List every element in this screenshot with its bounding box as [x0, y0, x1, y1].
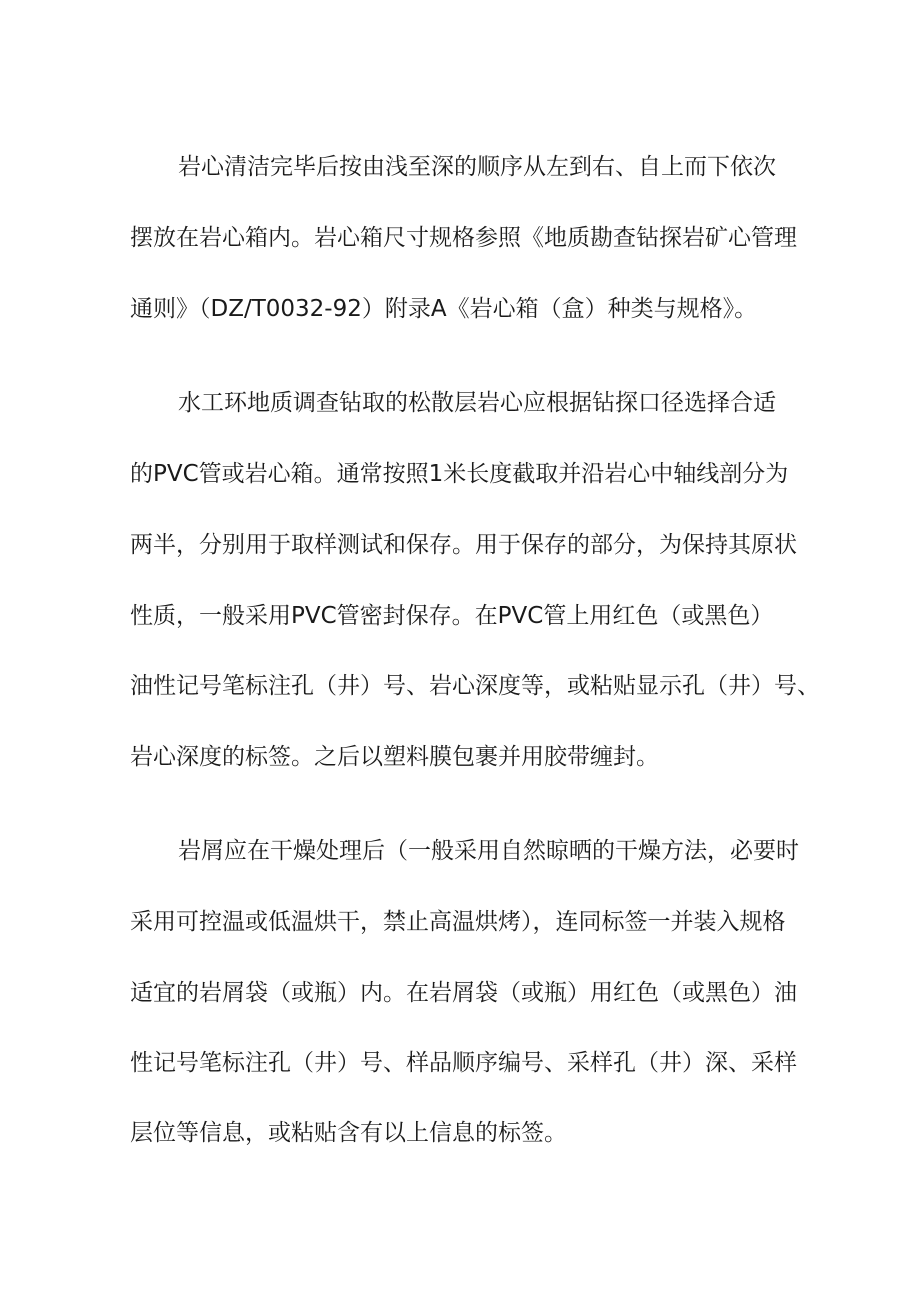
paragraph-2-line-3: 两半，分别用于取样测试和保存。用于保存的部分，为保持其原状 [130, 532, 797, 558]
paragraph-3-line-5: 层位等信息，或粘贴含有以上信息的标签。 [130, 1120, 567, 1146]
paragraph-2-line-1: 水工环地质调查钻取的松散层岩心应根据钻探口径选择合适 [178, 390, 776, 416]
paragraph-3-line-2: 采用可控温或低温烘干，禁止高温烘烤），连同标签一并装入规格 [130, 909, 786, 935]
paragraph-2-line-5: 油性记号笔标注孔（井）号、岩心深度等，或粘贴显示孔（井）号、 [130, 673, 820, 699]
paragraph-3-line-1: 岩屑应在干燥处理后（一般采用自然晾晒的干燥方法，必要时 [178, 838, 799, 864]
paragraph-1-line-3: 通则》（DZ/T0032-92）附录A《岩心箱（盒）种类与规格》。 [130, 296, 758, 322]
paragraph-2-line-6: 岩心深度的标签。之后以塑料膜包裹并用胶带缠封。 [130, 744, 659, 770]
paragraph-1-line-2: 摆放在岩心箱内。岩心箱尺寸规格参照《地质勘查钻探岩矿心管理 [130, 225, 797, 251]
paragraph-2-line-2: 的PVC管或岩心箱。通常按照1米长度截取并沿岩心中轴线剖分为 [130, 461, 789, 487]
paragraph-3-line-4: 性记号笔标注孔（井）号、样品顺序编号、采样孔（井）深、采样 [130, 1050, 797, 1076]
paragraph-1-line-1: 岩心清洁完毕后按由浅至深的顺序从左到右、自上而下依次 [178, 154, 776, 180]
paragraph-2-line-4: 性质，一般采用PVC管密封保存。在PVC管上用红色（或黑色） [130, 603, 774, 629]
paragraph-3-line-3: 适宜的岩屑袋（或瓶）内。在岩屑袋（或瓶）用红色（或黑色）油 [130, 980, 797, 1006]
